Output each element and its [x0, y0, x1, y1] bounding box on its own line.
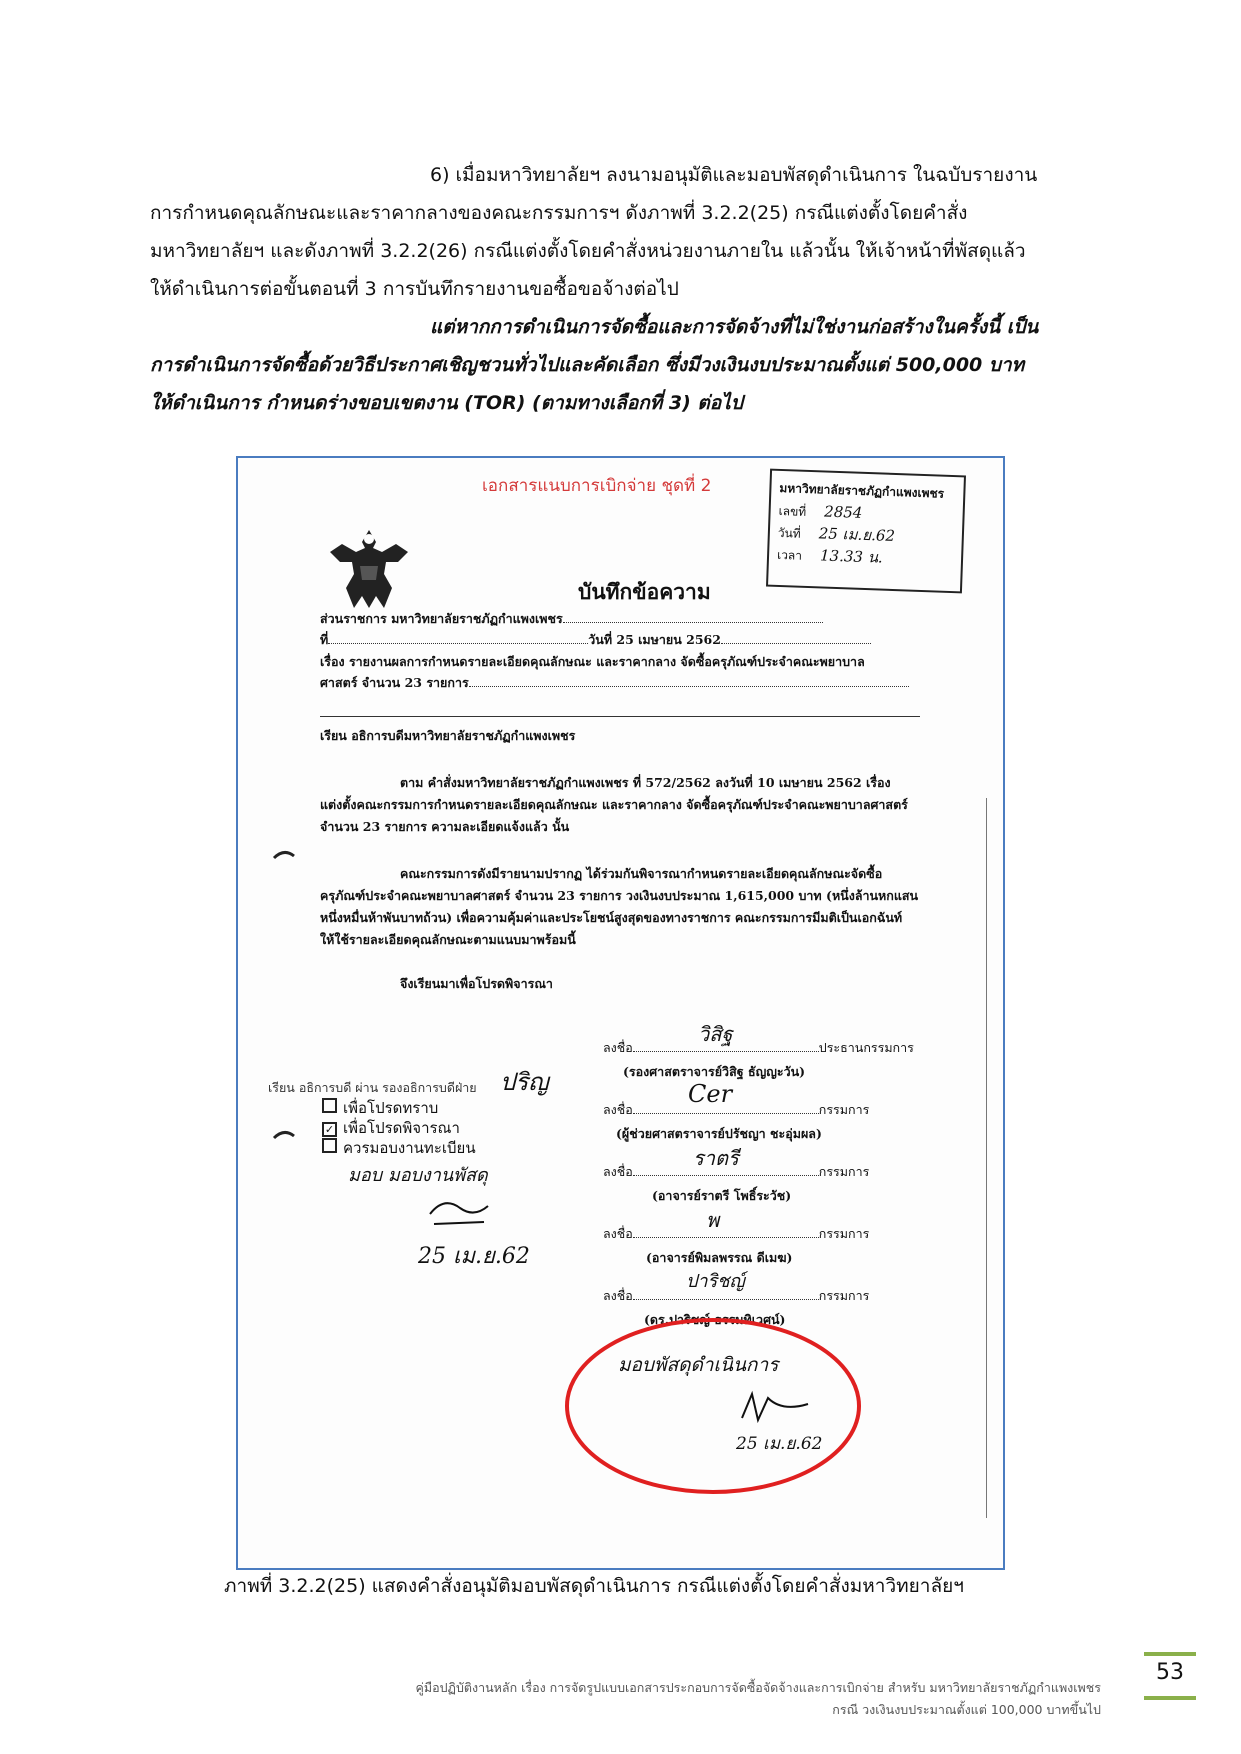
para2-line-1: แต่หากการดำเนินการจัดซื้อและการจัดจ้างที่ไม่ใช่งานก่อสร้างในครั้งนี้ เป็น [430, 316, 1039, 338]
signature-5-name: (ดร.ปาริชญ์ ธรรมทิเวศน์) [644, 1312, 786, 1327]
ref-date-line [320, 630, 871, 650]
sig3-role: กรรมการ [818, 1164, 870, 1179]
body2-line-1: คณะกรรมการดังมีรายนามปรากฏ ได้ร่วมกันพิจารณากำหนดรายละเอียดคุณลักษณะจัดซื้อ [400, 866, 883, 881]
routing-option-2 [322, 1118, 476, 1138]
body1-line-3: จำนวน 23 รายการ ความละเอียดแจ้งแล้ว นั้น [320, 819, 570, 834]
body2-line-3: หนึ่งหมื่นห้าพันบาทถ้วน) เพื่อความคุ้มค่าและประโยชน์สูงสุดของทางราชการ คณะกรรมการมีมติเป็นเอกฉันท์ [320, 910, 903, 925]
figure-caption: ภาพที่ 3.2.2(25) แสดงคำสั่งอนุมัติมอบพัสดุดำเนินการ กรณีแต่งตั้งโดยคำสั่งมหาวิทยาลัยฯ [224, 1575, 964, 1597]
receipt-stamp [766, 469, 966, 594]
punch-hole-mark-icon [272, 1128, 296, 1140]
signature-2-scribble: Cer [688, 1080, 733, 1108]
body1-line-2: แต่งตั้งคณะกรรมการกำหนดรายละเอียดคุณลักษณะ และราคากลาง จัดซื้อครุภัณฑ์ประจำคณะพยาบาลศาสตร์ [320, 797, 908, 812]
signature-1-line [603, 1038, 914, 1058]
memo-divider [320, 716, 920, 717]
option-2-label: เพื่อโปรดพิจารณา [343, 1119, 460, 1137]
routing-options [322, 1098, 476, 1158]
option-1-label: เพื่อโปรดทราบ [343, 1099, 439, 1117]
subject-line-1: เรื่อง รายงานผลการกำหนดรายละเอียดคุณลักษณะ และราคากลาง จัดซื้อครุภัณฑ์ประจำคณะพยาบาล [320, 654, 865, 669]
sig5-role: กรรมการ [818, 1288, 870, 1303]
stamp-number-label: เลขที่ [778, 503, 807, 519]
stamp-date-value: 25 เม.ย.62 [818, 524, 896, 546]
footer-line-1: คู่มือปฏิบัติงานหลัก เรื่อง การจัดรูปแบบเอกสารประกอบการจัดซื้อจัดจ้างและการเบิกจ่าย สำหรับ มหาวิทยาลัยราชภัฏกำแพงเพชร [415, 1680, 1101, 1695]
body-paragraph-2 [150, 308, 1090, 422]
para1-line-2: การกำหนดคุณลักษณะและราคากลางของคณะกรรมการฯ ดังภาพที่ 3.2.2(25) กรณีแต่งตั้งโดยคำสั่ง [150, 202, 968, 224]
para1-line-4: ให้ดำเนินการต่อขั้นตอนที่ 3 การบันทึกรายงานขอซื้อขอจ้างต่อไป [150, 278, 679, 300]
routing-hand-date: 25 เม.ย.62 [418, 1244, 530, 1269]
checked-checkbox-icon: ✓ [322, 1122, 337, 1137]
routing-option-3 [322, 1138, 476, 1158]
signature-4-scribble: พ [706, 1208, 720, 1232]
stamp-time-label: เวลา [776, 547, 803, 563]
scan-edge-line [986, 798, 987, 1518]
stamp-title: มหาวิทยาลัยราชภัฏกำแพงเพชร [779, 480, 945, 501]
signature-1-name: (รองศาสตราจารย์วิสิฐ ธัญญะวัน) [623, 1064, 806, 1079]
para2-line-3: ให้ดำเนินการ กำหนดร่างขอบเขตงาน (TOR) (ตามทางเลือกที่ 3) ต่อไป [150, 392, 743, 414]
sig2-prefix: ลงชื่อ [603, 1102, 633, 1117]
checkbox-icon [322, 1138, 337, 1153]
subject-line-2 [320, 673, 909, 693]
stamp-time-value: 13.33 น. [819, 546, 884, 567]
signature-4-line [603, 1224, 869, 1244]
body-paragraph-1 [150, 156, 1090, 308]
closing-line: จึงเรียนมาเพื่อโปรดพิจารณา [400, 976, 553, 991]
approval-note: มอบพัสดุดำเนินการ [618, 1354, 779, 1376]
checkbox-icon [322, 1098, 337, 1113]
approval-date: 25 เม.ย.62 [736, 1434, 823, 1454]
garuda-emblem-icon [326, 522, 412, 612]
signature-1-scribble: วิสิฐ [698, 1022, 733, 1046]
sig4-prefix: ลงชื่อ [603, 1226, 633, 1241]
subject-line-2-text: ศาสตร์ จำนวน 23 รายการ [320, 675, 469, 690]
routing-note-header: เรียน อธิการบดี ผ่าน รองอธิการบดีฝ่าย [268, 1080, 477, 1095]
signature-2-name: (ผู้ช่วยศาสตราจารย์ปรัชญา ชะอุ่มผล) [616, 1126, 822, 1141]
signature-3-name: (อาจารย์ราตรี โพธิ์ระวัช) [652, 1188, 792, 1203]
sig1-prefix: ลงชื่อ [603, 1040, 633, 1055]
option-3-label: ควรมอบงานทะเบียน [343, 1139, 476, 1157]
approval-signature-icon [738, 1388, 818, 1428]
attachment-header: เอกสารแนบการเบิกจ่าย ชุดที่ 2 [482, 476, 712, 496]
memo-document [238, 458, 1003, 1568]
para1-line-1: 6) เมื่อมหาวิทยาลัยฯ ลงนามอนุมัติและมอบพัสดุดำเนินการ ในฉบับรายงาน [430, 164, 1038, 186]
signature-3-scribble: ราตรี [693, 1146, 739, 1170]
page-number-bar-top [1144, 1652, 1196, 1656]
para2-line-2: การดำเนินการจัดซื้อด้วยวิธีประกาศเชิญชวนทั่วไปและคัดเลือก ซึ่งมีวงเงินงบประมาณตั้งแต่ 500,000 บาท [150, 354, 1025, 376]
punch-hole-mark-icon [272, 848, 296, 860]
ref-label: ที่ [320, 632, 329, 647]
sig3-prefix: ลงชื่อ [603, 1164, 633, 1179]
routing-note-scribble: ปริญ [500, 1068, 549, 1096]
salutation: เรียน อธิการบดีมหาวิทยาลัยราชภัฏกำแพงเพชร [320, 728, 576, 743]
routing-option-1 [322, 1098, 476, 1118]
body2-line-4: ให้ใช้รายละเอียดคุณลักษณะตามแนบมาพร้อมนี้ [320, 932, 576, 947]
page-number: 53 [1156, 1660, 1184, 1685]
sig1-role: ประธานกรรมการ [818, 1040, 914, 1055]
scanned-memo-figure [236, 456, 1005, 1570]
signature-2-line [603, 1100, 869, 1120]
routing-hand-note: มอบ มอบงานพัสดุ [348, 1165, 488, 1186]
body1-line-1: ตาม คำสั่งมหาวิทยาลัยราชภัฏกำแพงเพชร ที่ 572/2562 ลงวันที่ 10 เมษายน 2562 เรื่อง [400, 775, 891, 790]
approval-highlight-circle [563, 1316, 863, 1496]
stamp-number-value: 2854 [823, 502, 863, 522]
signature-5-scribble: ปาริชญ์ [686, 1271, 745, 1292]
signature-4-name: (อาจารย์พิมลพรรณ ดีเมฆ) [646, 1250, 793, 1265]
memo-title: บันทึกข้อความ [578, 579, 711, 604]
page-number-bar-bottom [1144, 1696, 1196, 1700]
body2-line-2: ครุภัณฑ์ประจำคณะพยาบาลศาสตร์ จำนวน 23 รายการ วงเงินงบประมาณ 1,615,000 บาท (หนึ่งล้านหกแสน [320, 888, 919, 903]
footer-line-2: กรณี วงเงินงบประมาณตั้งแต่ 100,000 บาทขึ้นไป [832, 1702, 1101, 1717]
memo-date: วันที่ 25 เมษายน 2562 [588, 632, 721, 647]
sig2-role: กรรมการ [818, 1102, 870, 1117]
routing-signature-icon [424, 1194, 494, 1234]
sig4-role: กรรมการ [818, 1226, 870, 1241]
stamp-date-label: วันที่ [777, 525, 801, 541]
para1-line-3: มหาวิทยาลัยฯ และดังภาพที่ 3.2.2(26) กรณีแต่งตั้งโดยคำสั่งหน่วยงานภายใน แล้วนั้น ให้เจ้าหน้าที่พัสดุแล้ว [150, 240, 1026, 262]
agency-text: ส่วนราชการ มหาวิทยาลัยราชภัฏกำแพงเพชร [320, 611, 563, 626]
sig5-prefix: ลงชื่อ [603, 1288, 633, 1303]
agency-line [320, 609, 823, 629]
